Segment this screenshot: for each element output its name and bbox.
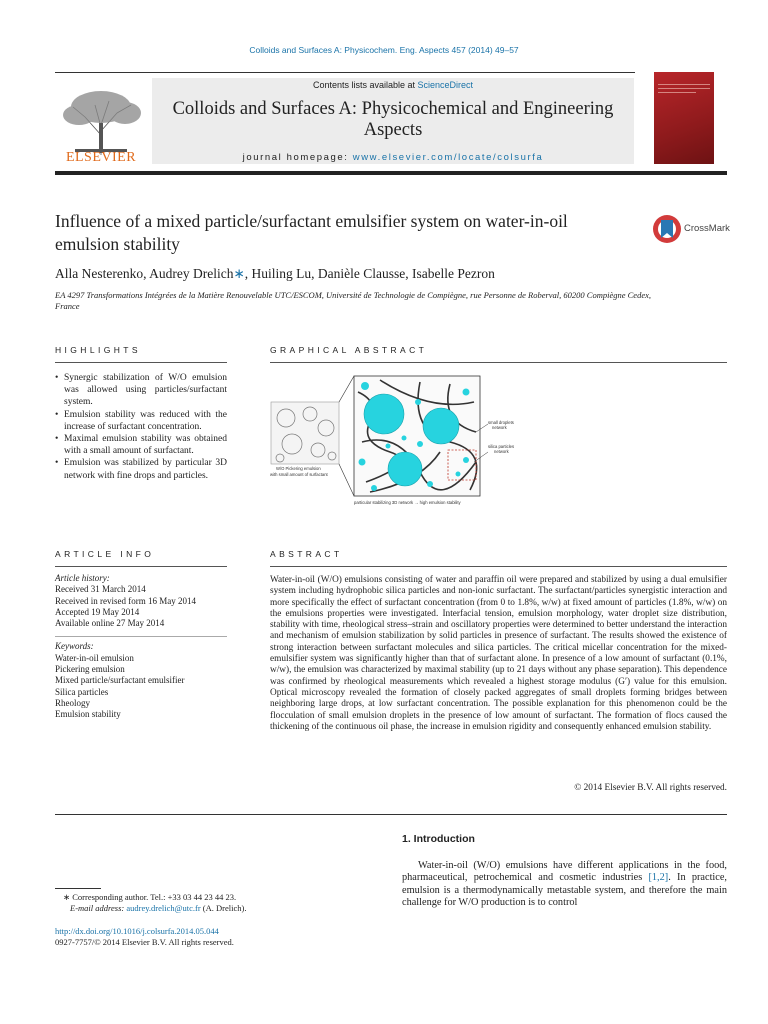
history-item: Accepted 19 May 2014 [55,606,140,617]
cover-title-line [658,84,710,85]
abstract-copyright: © 2014 Elsevier B.V. All rights reserved. [574,783,727,793]
article-info-rule [55,566,227,567]
crossmark-label: CrossMark [684,223,730,234]
author-list: Alla Nesterenko, Audrey Drelich∗, Huiling Lu, Danièle Clausse, Isabelle Pezron [55,266,495,281]
abstract-text: Water-in-oil (W/O) emulsions consisting of water and paraffin oil were prepared and stabilized by using a dual emulsifier system including hydrophobic silica particles and non-ionic surfactant. The surfactant/particles synergistic interaction and more specifically the effect of surfactant concentration (from 0 to 1.8%, w/w) at fixed amount of particles (1.8%, w/w) on the emulsions properties were investigated. Interfacial tension, emulsion morphology, water droplet size distribution, stability with time, rheological stress–strain and oscillatory properties were determined to better understand the interaction and mechanism of emulsion stabilization by solid particles in presence of surfactant. The results showed the existence of strong interaction between surfactant molecules and silica particles. The critical micellar concentration for the mixed-emulsifier system was significantly higher than that of surfactant alone. In presence of a low amount of surfactant (0.1%, w/w), the emulsion was characterized by maximal stability (up to 21 days without any phase separation). This dependence was confirmed by rheological measurements which revealed a highest storage modulus (G′) value for this emulsion. Optical microscopy revealed the formation of closely packed aggregates of small droplets forming bridges between neighboring large drops, at low surfactant concentration. The possible explanation for this phenomenon could be the flocculation of small emulsion droplets in the presence of low amount of surfactant. The formation of flocs caused the thickening of the continuous oil phase, the increase in emulsion rigidity and consequently enhanced emulsion stability. [270,575,727,732]
author-email-link[interactable]: audrey.drelich@utc.fr [126,903,201,913]
corresponding-author-mark[interactable]: ∗ [233,266,245,281]
footnote-mark: ∗ [63,892,71,902]
ga-bottom-caption: particular stabilizing 3D network → high emulsion stability [354,500,461,505]
doi-link[interactable]: http://dx.doi.org/10.1016/j.colsurfa.2014.05.044 [55,926,219,936]
header-rule [55,72,635,73]
highlights-rule [55,362,227,363]
introduction-heading: 1. Introduction [402,833,475,845]
highlights-list [55,372,227,482]
keyword-item: Pickering emulsion [55,664,125,675]
graphical-abstract-rule [270,362,727,363]
ga-left-caption-1: W/O Pickering emulsion [276,466,321,471]
crossmark-badge[interactable] [652,214,730,244]
history-label: Article history: [55,573,110,583]
homepage-link[interactable]: www.elsevier.com/locate/colsurfa [352,152,544,163]
running-head: Colloids and Surfaces A: Physicochem. Eng. Aspects 457 (2014) 49–57 [249,45,519,55]
article-title: Influence of a mixed particle/surfactant emulsifier system on water-in-oil emulsion stability [55,211,568,254]
keywords-label: Keywords: [55,636,227,652]
history-item: Available online 27 May 2014 [55,618,165,629]
abstract-bottom-rule [55,814,727,815]
article-info-heading: ARTICLE INFO [55,549,155,559]
history-item: Received 31 March 2014 [55,584,146,595]
journal-homepage: journal homepage: www.elsevier.com/locate/colsurfa [242,152,544,163]
ga-label-droplets-2: network [492,425,507,430]
highlight-item: • Synergic stabilization of W/O emulsion was allowed using particles/surfactant system. [55,372,227,409]
contents-line: Contents lists available at ScienceDirect [312,80,474,90]
abstract-rule [270,566,727,567]
highlights-heading: HIGHLIGHTS [55,345,141,355]
keyword-item: Silica particles [55,686,109,697]
crossmark-icon [652,214,682,244]
history-item: Received in revised form 16 May 2014 [55,595,196,606]
introduction-text: Water-in-oil (W/O) emulsions have different applications in the food, pharmaceutical, petrochemical and cosmetic industries [1,2]. In practice, emulsion is a thermodynamically metastable system, and therefore the main challenge for W/O production is to control [402,860,727,909]
journal-cover-image [654,72,714,164]
elsevier-wordmark: ELSEVIER [65,150,137,165]
keyword-item: Water-in-oil emulsion [55,652,134,663]
ga-label-droplets-1: small droplets [488,420,514,425]
ga-label-silica-2: network [494,449,509,454]
cover-title-line [658,92,696,93]
highlight-item: • Emulsion stability was reduced with the increase of surfactant concentration. [55,409,227,433]
ga-label-silica-1: silica particles [488,444,515,449]
keyword-item: Emulsion stability [55,709,121,720]
graphical-abstract-figure [270,372,727,517]
abstract-heading: ABSTRACT [270,549,343,559]
graphical-abstract-heading: GRAPHICAL ABSTRACT [270,345,428,355]
ga-left-caption-2: with small amount of surfactant [270,472,328,477]
doi-block [55,926,385,948]
keyword-item: Rheology [55,697,90,708]
cover-title-line [658,88,710,89]
highlight-item: • Emulsion was stabilized by particular 3D network with fine drops and particles. [55,457,227,481]
keyword-item: Mixed particle/surfactant emulsifier [55,675,185,686]
issn-line: 0927-7757/© 2014 Elsevier B.V. All rights reserved. [55,937,234,947]
article-info [55,573,227,721]
journal-title: Colloids and Surfaces A: Physicochemical and Engineering Aspects [172,99,614,140]
highlight-item: • Maximal emulsion stability was obtained with a small amount of surfactant. [55,433,227,457]
footnote-rule [55,888,101,889]
sciencedirect-link[interactable]: ScienceDirect [417,80,474,90]
affiliation: EA 4297 Transformations Intégrées de la Matière Renouvelable UTC/ESCOM, Université de Technologie de Compiègne, rue Personne de Roberval, 60200 Compiègne Cedex, France [55,290,652,311]
corresponding-author-footnote: ∗ Corresponding author. Tel.: +33 03 44 23 44 23. E-mail address: audrey.drelich@utc.fr (A. Drelich). [63,892,247,913]
reference-link[interactable]: [1,2] [648,872,669,884]
header-thick-rule [55,171,727,175]
